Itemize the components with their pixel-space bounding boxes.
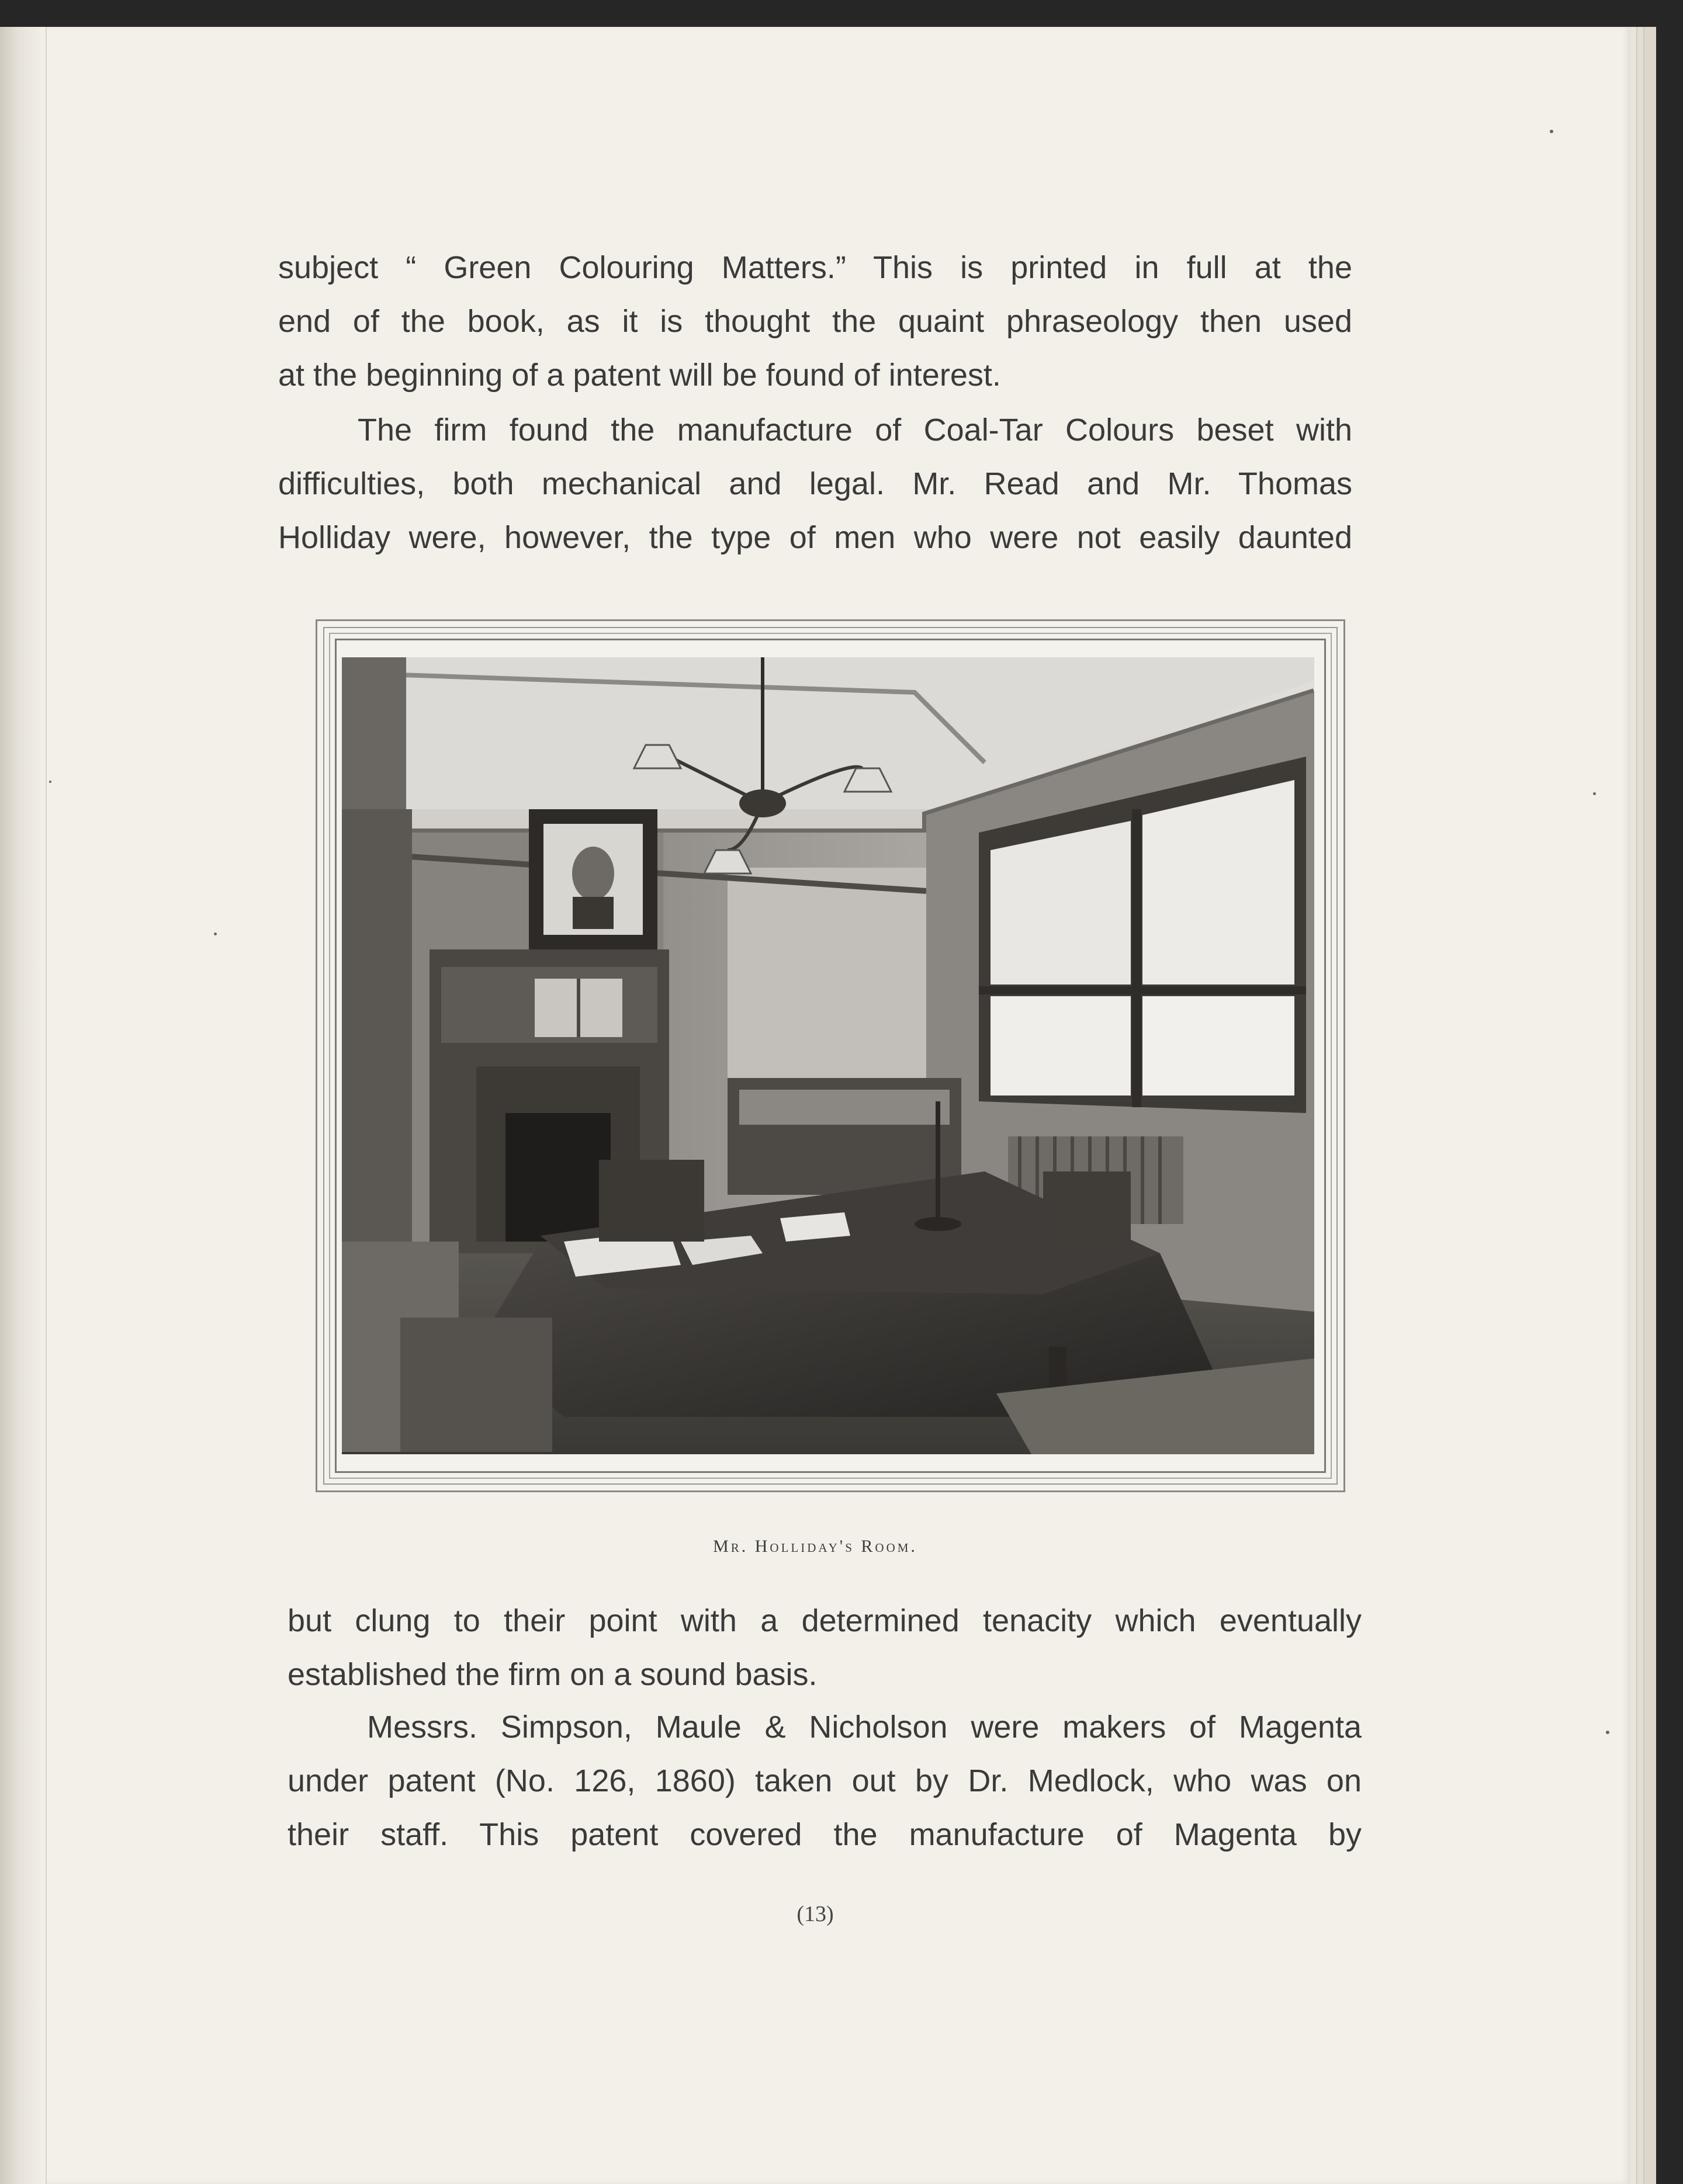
text-line: Messrs. Simpson, Maule & Nicholson were makers of Magenta <box>367 1710 1362 1745</box>
paper-speck <box>214 932 217 935</box>
text-line: difficulties, both mechanical and legal. Mr. Read and Mr. Thomas <box>278 466 1352 501</box>
photo-frame <box>316 619 1345 1492</box>
page-edge <box>1643 27 1656 2184</box>
scan-background-right <box>1654 0 1683 2184</box>
text-line: end of the book, as it is thought the quaint phraseology then used <box>278 304 1352 339</box>
text-line: Holliday were, however, the type of men who were not easily daunted <box>278 520 1352 555</box>
figure-caption: Mr. Holliday's Room. <box>713 1537 917 1556</box>
paper-speck <box>1550 130 1553 133</box>
paper-speck <box>1606 1731 1609 1734</box>
paragraph-1 <box>278 241 1352 402</box>
paper-speck <box>1593 792 1596 795</box>
paragraph-4 <box>288 1700 1362 1861</box>
text-line: but clung to their point with a determined tenacity which eventually <box>288 1603 1362 1638</box>
page-number: (13) <box>797 1902 834 1926</box>
text-line: under patent (No. 126, 1860) taken out by Dr. Medlock, who was on <box>288 1763 1362 1798</box>
paragraph-3 <box>288 1594 1362 1701</box>
binding-crease <box>46 27 47 2184</box>
text-line: their staff. This patent covered the manufacture of Magenta by <box>288 1817 1362 1852</box>
paragraph-2 <box>278 403 1352 564</box>
scan-background-top <box>0 0 1683 29</box>
text-line: subject “ Green Colouring Matters.” This is printed in full at the <box>278 250 1352 285</box>
text-line: established the firm on a sound basis. <box>288 1657 818 1692</box>
book-page <box>0 27 1630 2184</box>
office-room-photograph <box>342 657 1314 1454</box>
text-line: The firm found the manufacture of Coal-Tar Colours beset with <box>358 412 1352 448</box>
text-line: at the beginning of a patent will be found of interest. <box>278 358 1001 393</box>
binding-gutter <box>0 27 47 2184</box>
paper-speck <box>49 781 51 783</box>
